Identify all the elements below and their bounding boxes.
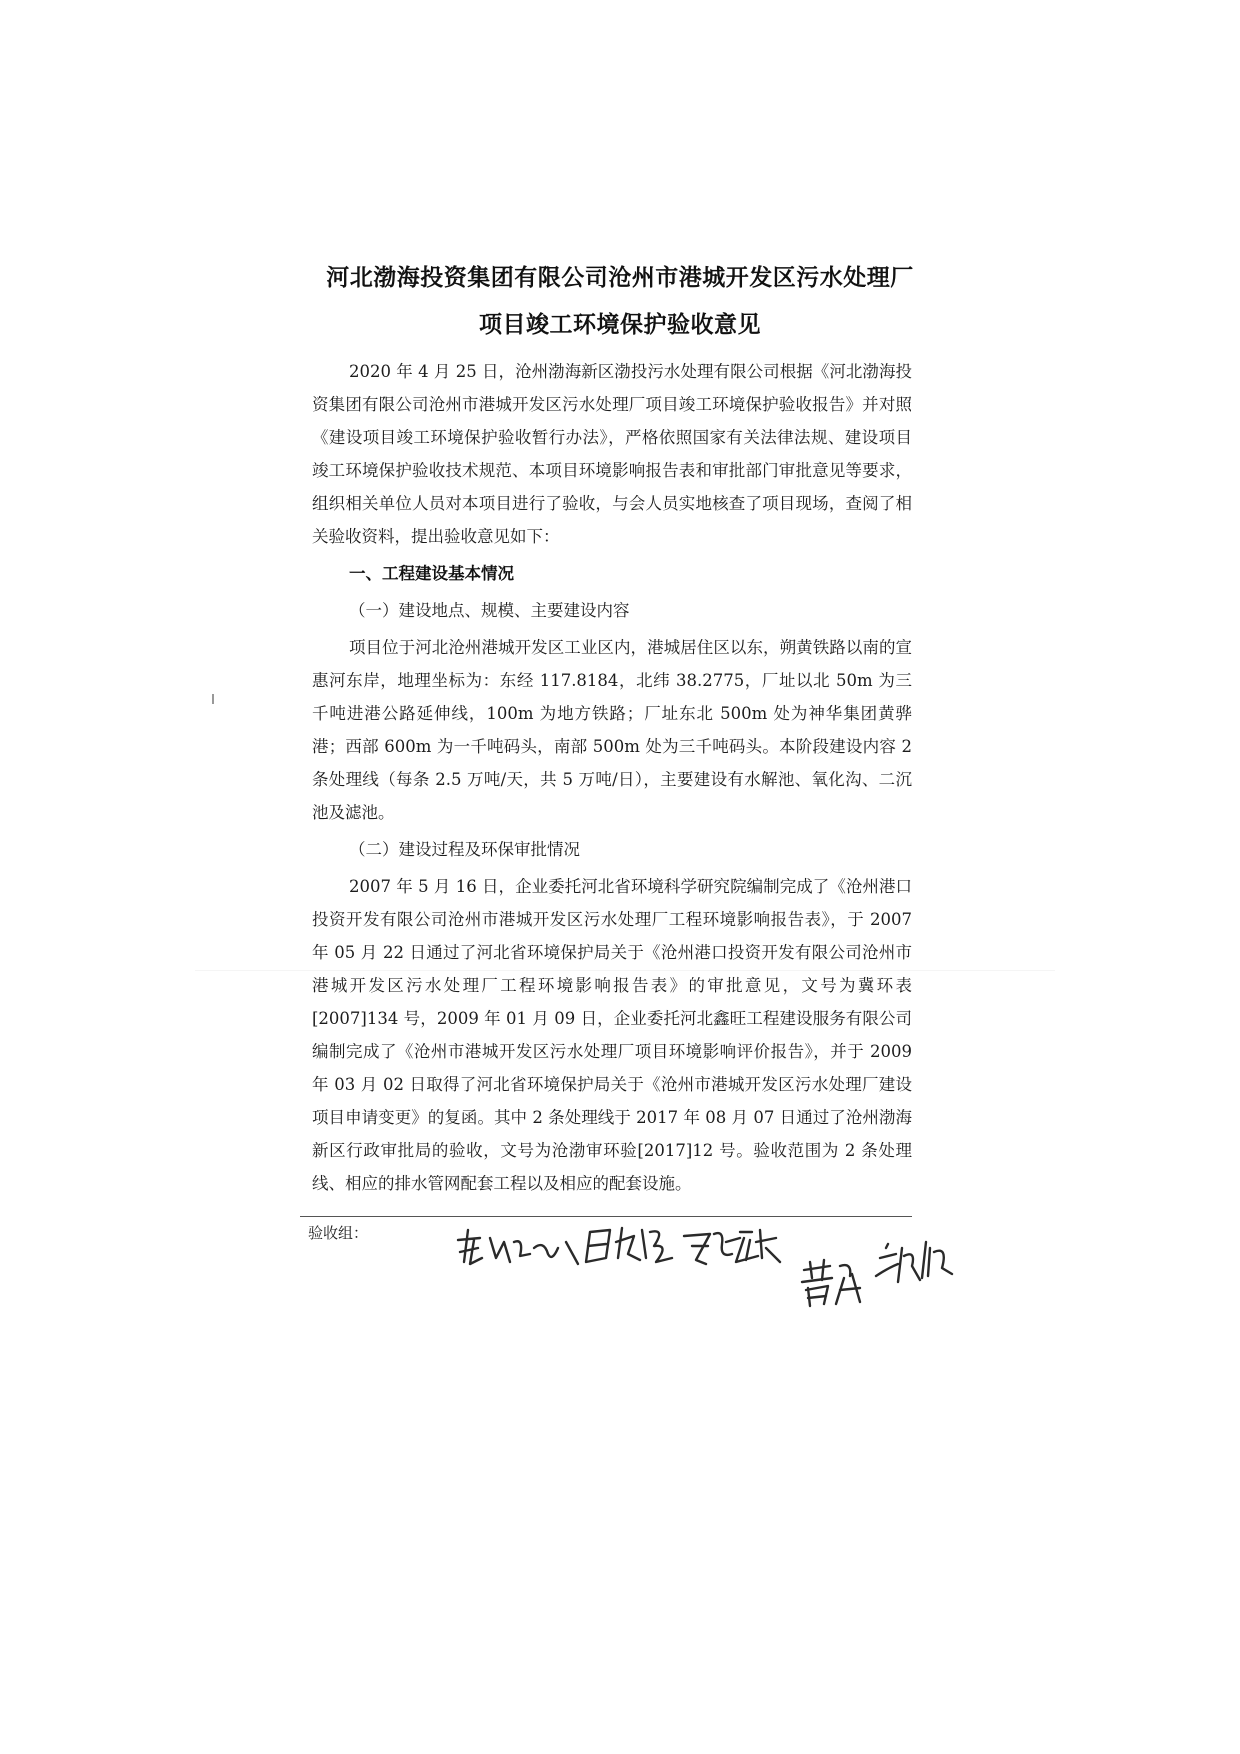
signature-4 [802, 1260, 860, 1306]
signature-3 [684, 1230, 780, 1264]
subsection-2-paragraph: 2007 年 5 月 16 日，企业委托河北省环境科学研究院编制完成了《沧州港口投资开发有限公司沧州市港城开发区污水处理厂工程环境影响报告表》，于 2007 年 05 月 22 日通过了河北省环境保护局关于《沧州港口投资开发有限公司沧州市港城开发区污水处理厂工程环境影响报告表》的审批意见，文号为冀环表[2007]134 号，2009 年 01 月 09 日，企业委托河北鑫旺工程建设服务有限公司编制完成了《沧州市港城开发区污水处理厂项目环境影响评价报告》，并于 2009 年 03 月 02 日取得了河北省环境保护局关于《沧州市港城开发区污水处理厂建设项目申请变更》的复函。其中 2 条处理线于 2017 年 08 月 07 日通过了沧州渤海新区行政审批局的验收，文号为沧渤审环验[2017]12 号。验收范围为 2 条处理线、相应的排水管网配套工程以及相应的配套设施。 [312, 877, 912, 1193]
signatures-svg [440, 1218, 1000, 1318]
scan-speck [212, 694, 214, 704]
document-title-line-2: 项目竣工环境保护验收意见 [479, 312, 761, 338]
signature-divider [300, 1216, 912, 1217]
signature-1 [458, 1230, 558, 1264]
signature-label: 验收组： [308, 1224, 369, 1242]
document-body [312, 355, 912, 1204]
section-1-heading: 一、工程建设基本情况 [349, 564, 514, 583]
intro-paragraph: 2020 年 4 月 25 日，沧州渤海新区渤投污水处理有限公司根据《河北渤海投资集团有限公司沧州市港城开发区污水处理厂项目竣工环境保护验收报告》并对照《建设项目竣工环境保护验收暂行办法》，严格依照国家有关法律法规、建设项目竣工环境保护验收技术规范、本项目环境影响报告表和审批部门审批意见等要求，组织相关单位人员对本项目进行了验收，与会人员实地核查了项目现场，查阅了相关验收资料，提出验收意见如下： [312, 362, 912, 546]
subsection-1-paragraph: 项目位于河北沧州港城开发区工业区内，港城居住区以东，朔黄铁路以南的宣惠河东岸，地理坐标为：东经 117.8184，北纬 38.2775，厂址以北 50m 为三千吨进港公路延伸线，100m 为地方铁路；厂址东北 500m 处为神华集团黄骅港；西部 600m 为一千吨码头，南部 500m 处为三千吨码头。本阶段建设内容 2 条处理线（每条 2.5 万吨/天，共 5 万吨/日），主要建设有水解池、氧化沟、二沉池及滤池。 [312, 638, 912, 822]
subsection-2-heading: （二）建设过程及环保审批情况 [349, 840, 580, 859]
signature-2 [566, 1228, 672, 1264]
signature-5 [876, 1242, 952, 1282]
document-title-line-1: 河北渤海投资集团有限公司沧州市港城开发区污水处理厂 [326, 265, 914, 291]
subsection-1-heading: （一）建设地点、规模、主要建设内容 [349, 601, 630, 620]
handwritten-signatures [440, 1218, 1000, 1318]
